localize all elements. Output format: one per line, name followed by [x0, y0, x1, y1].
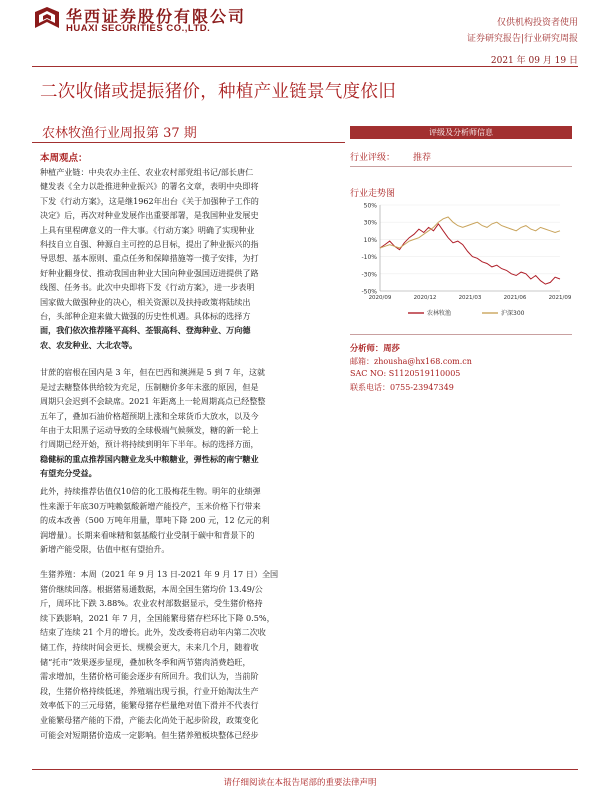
chart-y-tick-label: 30% — [363, 219, 377, 227]
text-line: 猪价继续回落。根据猪易通数据，本周全国生猪均价 13.49/公 — [40, 583, 263, 594]
industry-trend-chart — [350, 199, 572, 323]
text-line: 下发《行动方案》，这是继1962年出台《关于加强种子工作的 — [40, 195, 259, 206]
text-line: 性来源于年底30万吨赖氨酸新增产能投产，玉米价格下行带来 — [40, 500, 261, 511]
chart-y-tick-label: -30% — [361, 271, 377, 279]
text-line: 种植产业链：中央农办主任、农业农村部党组书记/部长唐仁 — [40, 167, 254, 177]
rating-label: 行业评级： — [350, 153, 396, 163]
report-date: 2021 年 09 月 19 日 — [490, 56, 578, 66]
sidebar-divider — [350, 166, 572, 167]
text-line: 五年了，叠加石油价格超预期上涨和全球货币大放水，以及今 — [40, 410, 259, 421]
text-line: 面，我们依次推荐隆平高科、荃银高科、登海种业、万向德 — [40, 325, 251, 336]
report-subtitle: 农林牧渔行业周报第 37 期 — [42, 126, 197, 141]
chart-x-tick-label: 2021/06 — [503, 295, 527, 301]
text-line: 需求增加，生猪价格可能会逐步有所回升。我们认为，当前阶 — [40, 671, 259, 682]
text-line: 是过去糖整体供给较为充足，压制糖价多年未涨的原因，但是 — [40, 381, 259, 392]
text-line: 段，生猪价格持续低迷，养殖端出现亏损，行业开始淘汰生产 — [40, 685, 259, 696]
text-line: 结束了连续 21 个月的增长。此外，发改委将启动年内第二次收 — [40, 627, 266, 638]
legal-notice: 请仔细阅读在本报告尾部的重要法律声明 — [223, 778, 377, 788]
text-line: 可能会对短期猪价造成一定影响。但生猪养殖板块整体已经步 — [40, 729, 259, 740]
paragraph-sugar — [40, 365, 346, 480]
chart-x-tick-label: 2020/09 — [368, 295, 392, 301]
text-line: 好种业翻身仗、推动我国由种业大国向种业强国迈进提供了路 — [40, 267, 259, 278]
text-line: 效率低下的三元母猪，能繁母猪存栏量绝对值下滑并不代表行 — [40, 700, 259, 711]
text-line: 国家做大做强种业的决心，相关资源以及扶持政策将陆续出 — [40, 296, 251, 307]
rating-section-header: 评级及分析师信息 — [350, 126, 572, 139]
text-line: 生猪养殖：本周（2021 年 9 月 13 日-2021 年 9 月 17 日）全国 — [40, 569, 279, 579]
audience-note: 仅供机构投资者使用 — [496, 18, 578, 28]
analyst-sac: SAC NO: S1120519110005 — [350, 369, 461, 378]
chart-x-tick-label: 2021/09 — [548, 295, 572, 301]
text-line: 稳健标的重点推荐国内糖业龙头中粮糖业，弹性标的南宁糖业 — [40, 453, 259, 464]
rating-value: 推荐 — [413, 153, 432, 163]
chart-series-line-1 — [380, 217, 560, 248]
text-line: 周期只会迟到不会缺席。2021 年距离上一轮周期高点已经整整 — [40, 396, 266, 407]
footer-divider — [32, 769, 578, 770]
chart-legend-label: 沪深300 — [501, 310, 525, 317]
chart-x-tick-label: 2020/12 — [413, 295, 437, 301]
text-line: 斤，周环比下跌 3.88%。农业农村部数据显示，受生猪价格持 — [40, 598, 263, 609]
text-line: 润增量）。长期来看味精和氨基酸行业受制于碳中和背景下的 — [40, 529, 255, 540]
subtitle-divider — [32, 142, 345, 143]
paragraph-seed-industry — [40, 165, 346, 352]
chart-title: 行业走势图 — [350, 189, 396, 199]
text-line: 业能繁母猪产能的下滑，产能去化尚处于起步阶段，政策变化 — [40, 714, 259, 725]
chart-y-tick-label: 10% — [363, 236, 377, 244]
analyst-email: 邮箱：zhousha@hx168.com.cn — [350, 357, 472, 366]
report-title: 二次收储或提振猪价，种植产业链景气度依旧 — [40, 82, 396, 102]
header-divider — [32, 66, 578, 67]
company-name-cn: 华西证券股份有限公司 — [66, 7, 247, 26]
chart-x-tick-label: 2021/03 — [458, 295, 482, 301]
text-line: 农、农发种业、大北农等。 — [40, 339, 138, 350]
sidebar-divider-2 — [350, 334, 572, 335]
text-line: 此外，持续推荐估值仅10倍的化工股梅花生物。明年的业绩弹 — [40, 486, 261, 496]
chart-y-tick-label: 50% — [363, 202, 377, 210]
section-title: 本周观点： — [40, 153, 88, 164]
text-line: 行周期已经开始，预计将持续到明年下半年。标的选择方面， — [40, 439, 259, 450]
text-line: 年由于太阳黑子运动导致的全球极端气候频发，糖的新一轮上 — [40, 424, 259, 435]
analyst-name: 分析师：周莎 — [350, 343, 400, 353]
text-line: 甘蔗的宿根在国内是 3 年，但在巴西和澳洲是 5 到 7 年，这就 — [40, 367, 266, 378]
analyst-phone: 联系电话：0755-23947349 — [350, 383, 454, 392]
text-line: 台，头部种企迎来做大做强的历史性机遇。具体标的选择方 — [40, 311, 251, 322]
paragraph-pig-farming — [40, 567, 562, 742]
text-line: 储工作，持续时间会更长、规模会更大，未来几个月，随着收 — [40, 641, 259, 652]
chart-y-tick-label: -50% — [361, 288, 377, 296]
text-line: 的成本改善（500 万吨年用量，單吨下降 200 元，12 亿元的利 — [40, 515, 270, 526]
text-line: 健发表《全力以赴推进种业振兴》的署名文章，表明中央即将 — [40, 181, 259, 192]
text-line: 上具有里程碑意义的一件大事。《行动方案》明确了实现种业 — [40, 224, 255, 235]
report-type: 证券研究报告|行业研究周报 — [466, 34, 578, 44]
chart-y-tick-label: -10% — [361, 254, 377, 262]
text-line: 续下跌影响，2021 年 7 月，全国能繁母猪存栏环比下降 0.5%， — [40, 612, 275, 623]
text-line: 有望充分受益。 — [40, 468, 97, 479]
chart-series-line-0 — [380, 224, 560, 284]
text-line: 储“托市”效果逐步显现，叠加秋冬季和两节猪肉消费趋旺， — [40, 656, 251, 667]
text-line: 导思想、基本原则、重点任务和保障措施等一揽子安排，为打 — [40, 253, 259, 264]
paragraph-meihua — [40, 484, 562, 557]
company-name-en: HUAXI SECURITIES CO.,LTD. — [66, 23, 211, 34]
industry-rating — [350, 150, 572, 163]
text-line: 新增产能受限，估值中枢有望抬升。 — [40, 544, 170, 555]
text-line: 决定》后，再次对种业发展作出重要部署，是我国种业发展史 — [40, 210, 259, 221]
chart-legend-label: 农林牧渔 — [427, 310, 452, 317]
text-line: 科技自立自强、种源自主可控的总目标，提出了种业振兴的指 — [40, 239, 259, 250]
left-column — [40, 150, 346, 481]
text-line: 线图、任务书。此次中央即将下发《行动方案》，进一步表明 — [40, 282, 255, 293]
huaxi-logo-icon — [34, 6, 60, 30]
